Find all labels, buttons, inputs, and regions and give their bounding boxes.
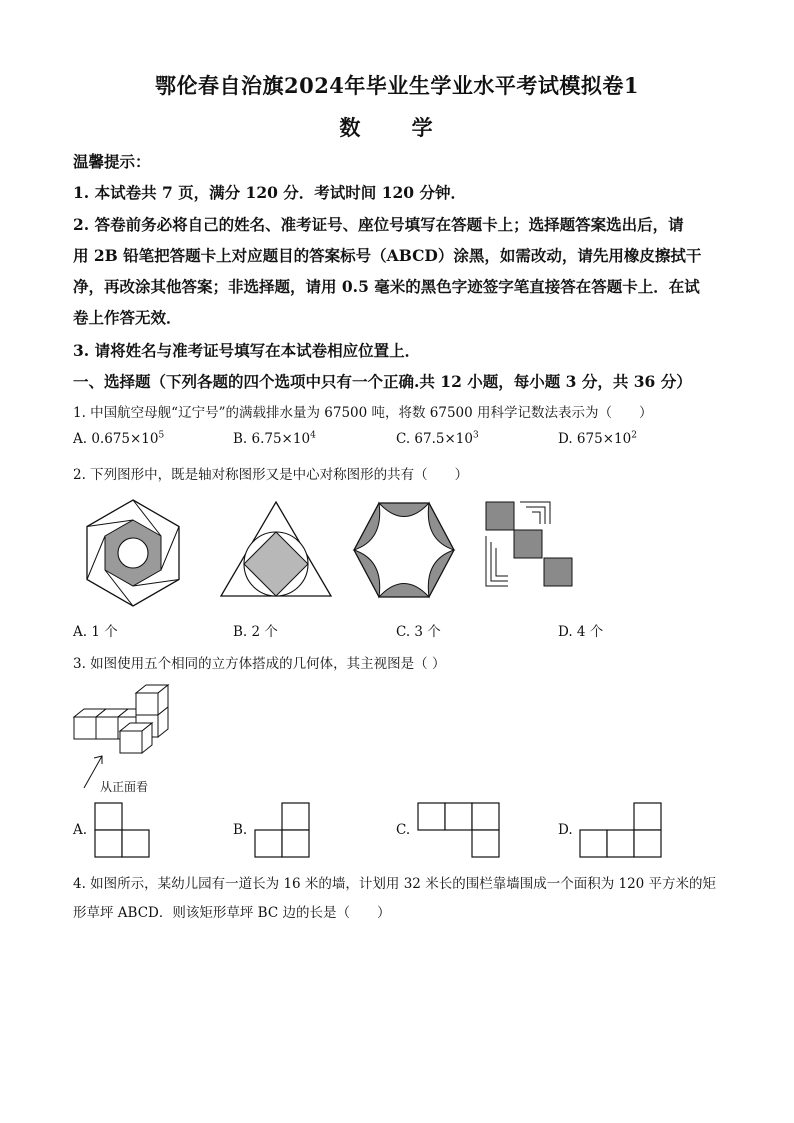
q2-option-b: B. 2 个 <box>233 624 278 640</box>
view-direction-label: 从正面看 <box>100 780 149 794</box>
q3-option-c-figure <box>417 802 501 858</box>
q1-option-c: C. $67.5\times 10^3$ <box>396 430 479 447</box>
q3-option-b-figure <box>254 802 310 858</box>
notice-line: 卷上作答无效． <box>73 308 182 327</box>
q2-option-c: C. 3 个 <box>396 624 441 640</box>
q3-cube-figure <box>72 683 172 763</box>
exam-subject: 数 学 <box>339 115 455 140</box>
notice-line: 净，再改涂其他答案；非选择题，请用 0.5 毫米的黑色字迹签字笔直接答在答题卡上．在试 <box>73 277 700 296</box>
notice-line: 1. 本试卷共 7 页，满分 120 分．考试时间 120 分钟． <box>73 183 466 202</box>
exam-title: 鄂伦春自治旗2024年毕业生学业水平考试模拟卷1 <box>154 73 640 98</box>
section-heading: 一、选择题（下列各题的四个选项中只有一个正确.共 12 小题，每小题 3 分，共 36 分） <box>73 372 692 391</box>
q2-figure-c <box>352 500 456 600</box>
q2-option-d: D. 4 个 <box>558 624 604 640</box>
q3-option-d: D. <box>558 822 573 838</box>
q3-option-c: C. <box>396 822 411 838</box>
question-2-stem: 2. 下列图形中，既是轴对称图形又是中心对称图形的共有（ ） <box>73 467 469 483</box>
q2-figure-b <box>219 500 333 600</box>
q2-figure-d <box>484 500 580 590</box>
q3-option-a-figure <box>94 802 150 858</box>
notice-heading: 温馨提示： <box>73 152 151 171</box>
q3-option-a: A. <box>73 822 88 838</box>
question-4-stem-line: 形草坪 ABCD．则该矩形草坪 BC 边的长是（ ） <box>73 905 391 921</box>
q2-option-a: A. 1 个 <box>73 624 118 640</box>
q2-figure-a <box>78 498 188 608</box>
q1-option-a: A. $0.675\times 10^5$ <box>73 430 165 447</box>
notice-line: 3. 请将姓名与准考证号填写在本试卷相应位置上． <box>73 341 421 360</box>
question-3-stem: 3. 如图使用五个相同的立方体搭成的几何体，其主视图是（ ） <box>73 656 446 672</box>
question-1-stem: 1. 中国航空母舰“辽宁号”的满载排水量为 67500 吨，将数 67500 用科学记数法表示为（ ） <box>73 405 653 421</box>
q1-option-b: B. $6.75\times 10^4$ <box>233 430 316 447</box>
notice-line: 2. 答卷前务必将自己的姓名、准考证号、座位号填写在答题卡上；选择题答案选出后，请 <box>73 215 684 234</box>
notice-line: 用 2B 铅笔把答题卡上对应题目的答案标号（ABCD）涂黑，如需改动，请先用橡皮擦拭干 <box>73 246 702 265</box>
q3-option-b: B. <box>233 822 248 838</box>
q1-option-d: D. $675\times 10^2$ <box>558 430 637 447</box>
q3-option-d-figure <box>579 802 663 858</box>
question-4-stem-line: 4. 如图所示，某幼儿园有一道长为 16 米的墙，计划用 32 米长的围栏靠墙围成一个面积为 120 平方米的矩 <box>73 876 717 892</box>
